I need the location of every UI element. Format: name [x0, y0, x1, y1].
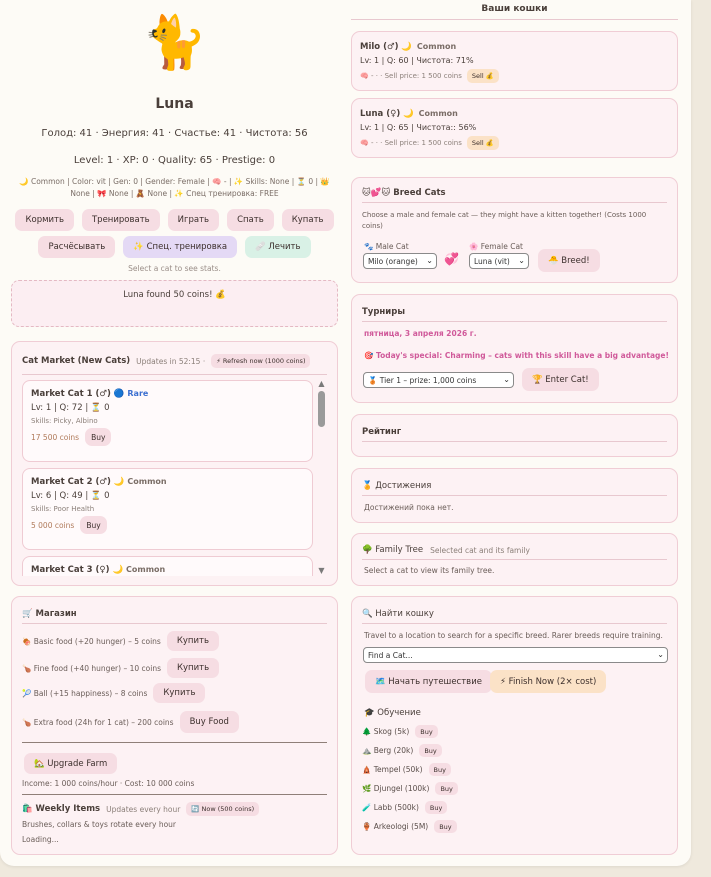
male-label: 🐾 Male Cat: [364, 242, 409, 251]
breed-header: [362, 188, 667, 203]
sleep-button[interactable]: Спать: [227, 209, 274, 231]
tournaments-header: [362, 307, 667, 322]
play-button[interactable]: Играть: [168, 209, 219, 231]
shop-item: [22, 711, 239, 733]
owned-cat-name: Milo (♂) 🌙: [360, 42, 413, 52]
start-journey-button[interactable]: 🗺️ Начать путешествие: [365, 670, 492, 693]
notification-box: [11, 280, 338, 327]
tournament-tier-value: 🥉 Tier 1 – prize: 1,000 coins: [368, 376, 477, 385]
feed-button[interactable]: Кормить: [15, 209, 74, 231]
cat-level-line: Level: 1 · XP: 0 · Quality: 65 · Prestige: 0: [73, 155, 276, 166]
market-card-skills: Skills: Picky, Albino: [31, 417, 98, 425]
training-item: [362, 801, 447, 814]
owned-cat-sell-row: [360, 136, 499, 150]
find-location-select[interactable]: [363, 647, 668, 663]
market-card: [22, 380, 313, 462]
market-updates: Updates in 52:15 ·: [136, 356, 206, 366]
market-header: [22, 354, 327, 375]
divider: [22, 794, 327, 795]
female-cat-value: Luna (vit): [474, 257, 510, 266]
cat-market-panel: [11, 341, 338, 586]
shop-buy-button[interactable]: Купить: [167, 658, 219, 678]
rarity-icon: 🌙: [112, 565, 124, 575]
your-cats-header: [351, 4, 678, 20]
shop-item-label: 🍗 Extra food (24h for 1 cat) – 200 coins: [22, 717, 174, 727]
training-label: 🌿 Djungel (100k): [362, 784, 430, 793]
notification-text: Luna found 50 coins! 💰: [123, 290, 226, 300]
weekly-title: 🛍️ Weekly Items: [22, 804, 101, 814]
market-card-price: 17 500 coins: [31, 432, 80, 442]
chevron-down-icon: ⌄: [657, 650, 664, 659]
breed-panel: [351, 177, 678, 283]
shop-item: [22, 683, 205, 703]
divider: [22, 742, 327, 743]
training-buy-button[interactable]: Buy: [425, 801, 447, 814]
tournament-date: пятница, 3 апреля 2026 г.: [364, 329, 477, 338]
heart-icon: 💞: [444, 252, 459, 266]
breed-title: 🐱💕🐱 Breed Cats: [362, 188, 446, 198]
cat-avatar-icon: 🐈: [142, 13, 207, 73]
rating-header: [362, 427, 667, 442]
chevron-down-icon: ⌄: [503, 375, 510, 384]
owned-cat-card[interactable]: [351, 31, 678, 91]
train-button[interactable]: Тренировать: [82, 209, 160, 231]
market-card: [22, 468, 313, 550]
sell-button[interactable]: Sell 💰: [467, 136, 499, 150]
find-cat-panel: [351, 596, 678, 855]
rarity-label: Common: [127, 477, 167, 486]
training-buy-button[interactable]: Buy: [435, 782, 457, 795]
upgrade-farm-button[interactable]: 🏡 Upgrade Farm: [24, 753, 117, 774]
breed-desc: Choose a male and female cat — they might have a kitten together! (Costs 1000 coins): [362, 211, 647, 230]
achievements-header: [362, 481, 667, 496]
sell-button[interactable]: Sell 💰: [467, 69, 499, 83]
cat-name: Luna: [155, 96, 194, 112]
cat-meta: 🌙 Common | Color: vit | Gen: 0 | Gender: Female | 🧠 - | ✨ Skills: None | ⏳ 0 | 👑 None | 🎀 None | 🧸 None | ✨ Спец тренировка: FREE: [19, 177, 330, 198]
your-cats-title: Ваши кошки: [481, 4, 548, 14]
training-title: 🎓 Обучение: [364, 708, 421, 718]
breed-button[interactable]: 🐣 Breed!: [538, 249, 600, 272]
male-cat-value: Milo (orange): [368, 257, 418, 266]
training-buy-button[interactable]: Buy: [419, 744, 441, 757]
market-card-title-row: [31, 477, 304, 487]
owned-cat-card[interactable]: [351, 98, 678, 158]
owned-cat-rarity: Common: [416, 42, 457, 51]
action-row-2: [11, 236, 338, 258]
owned-cat-sell-info: 🧠 - · · Sell price: 1 500 coins: [360, 72, 462, 80]
find-location-value: Find a Cat...: [368, 651, 413, 660]
chevron-down-icon: ⌄: [426, 256, 433, 265]
training-item: [362, 763, 451, 776]
training-label: 🧪 Labb (500k): [362, 803, 419, 812]
tournaments-title: Турниры: [362, 307, 406, 317]
find-header: [362, 609, 667, 624]
market-card-stats: Lv: 6 | Q: 49 | ⏳ 0: [31, 491, 110, 501]
bathe-button[interactable]: Купать: [282, 209, 334, 231]
buy-extra-food-button[interactable]: Buy Food: [180, 711, 239, 733]
cat-stats: Голод: 41 · Энергия: 41 · Счастье: 41 · Чистота: 56: [41, 128, 308, 139]
market-refresh-button[interactable]: ⚡ Refresh now (1000 coins): [211, 354, 310, 368]
family-sub: Selected cat and its family: [430, 545, 530, 555]
rarity-label: Common: [126, 565, 166, 574]
achievements-title: 🏅 Достижения: [362, 481, 432, 491]
owned-cat-rarity: Common: [418, 109, 458, 118]
weekly-header: [22, 802, 259, 816]
rarity-icon: 🔵: [113, 389, 125, 399]
owned-cat-title-row: [360, 42, 456, 52]
owned-cat-sell-row: [360, 69, 499, 83]
owned-cat-name: Luna (♀) 🌙: [360, 109, 414, 119]
find-title: 🔍 Найти кошку: [362, 609, 434, 619]
owned-cat-title-row: [360, 109, 458, 119]
family-title: 🌳 Family Tree: [362, 545, 424, 555]
market-card-skills: Skills: Poor Health: [31, 505, 95, 513]
weekly-updates: Updates every hour: [106, 804, 181, 814]
market-card-price: 5 000 coins: [31, 520, 75, 530]
training-item: [362, 782, 458, 795]
enter-cat-button[interactable]: 🏆 Enter Cat!: [522, 368, 599, 391]
shop-buy-button[interactable]: Купить: [153, 683, 205, 703]
shop-buy-button[interactable]: Купить: [167, 631, 219, 651]
market-buy-button[interactable]: Buy: [85, 428, 111, 446]
rating-title: Рейтинг: [362, 427, 402, 437]
chevron-down-icon: ⌄: [518, 256, 525, 265]
training-label: 🏺 Arkeologi (5M): [362, 822, 429, 831]
farm-income: Income: 1 000 coins/hour · Cost: 10 000 coins: [22, 779, 195, 788]
special-training-button[interactable]: ✨ Спец. тренировка: [123, 236, 237, 258]
heal-button[interactable]: 🩹 Лечить: [245, 236, 310, 258]
groom-button[interactable]: Расчёсывать: [38, 236, 115, 258]
select-hint: Select a cat to see stats.: [128, 264, 221, 273]
rating-panel: [351, 414, 678, 457]
market-card-title: Market Cat 2 (♂): [31, 477, 111, 487]
owned-cat-sell-info: 🧠 - · · Sell price: 1 500 coins: [360, 139, 462, 147]
market-title: Cat Market (New Cats): [22, 356, 131, 366]
training-label: 🛕 Tempel (50k): [362, 765, 423, 774]
training-buy-button[interactable]: Buy: [434, 820, 456, 833]
market-card-title: Market Cat 3 (♀): [31, 565, 110, 575]
family-desc: Select a cat to view its family tree.: [364, 566, 495, 575]
rarity-icon: 🌙: [113, 477, 125, 487]
left-column: [11, 0, 338, 327]
finish-now-button[interactable]: ⚡ Finish Now (2× cost): [490, 670, 606, 693]
training-buy-button[interactable]: Buy: [415, 725, 437, 738]
training-item: [362, 820, 457, 833]
male-cat-select[interactable]: [363, 253, 437, 269]
market-card-title: Market Cat 1 (♂): [31, 389, 111, 399]
shop-title: 🛒 Магазин: [22, 609, 77, 619]
owned-cat-stats: Lv: 1 | Q: 60 | Чистота: 71%: [360, 56, 474, 65]
market-card-buy-row: [31, 516, 304, 534]
market-buy-button[interactable]: Buy: [80, 516, 106, 534]
family-tree-panel: [351, 533, 678, 586]
market-card-stats: Lv: 1 | Q: 72 | ⏳ 0: [31, 403, 110, 413]
market-card-buy-row: [31, 428, 304, 446]
weekly-desc: Brushes, collars & toys rotate every hour: [22, 820, 177, 829]
market-scrollbar[interactable]: [317, 379, 326, 575]
training-item: [362, 744, 442, 757]
shop-header: [22, 609, 327, 624]
scroll-up-icon[interactable]: ▲: [318, 379, 325, 388]
selected-cat-hero: [11, 0, 338, 200]
scroll-thumb[interactable]: [318, 391, 325, 427]
tournament-tier-select[interactable]: [363, 372, 514, 388]
owned-cat-stats: Lv: 1 | Q: 65 | Чистота:: 56%: [360, 123, 477, 132]
training-buy-button[interactable]: Buy: [429, 763, 451, 776]
shop-item: [22, 658, 219, 678]
achievements-panel: [351, 468, 678, 523]
shop-item: [22, 631, 219, 651]
market-card-title-row: [31, 565, 304, 575]
scroll-down-icon[interactable]: ▼: [318, 566, 325, 575]
shop-item-label: 🍖 Basic food (+20 hunger) – 5 coins: [22, 636, 161, 646]
training-label: 🌲 Skog (5k): [362, 727, 410, 736]
action-row-1: [11, 209, 338, 231]
shop-panel: [11, 596, 338, 855]
tournaments-panel: [351, 294, 678, 403]
shop-item-label: 🍗 Fine food (+40 hunger) – 10 coins: [22, 663, 161, 673]
rarity-label: Rare: [127, 389, 149, 398]
market-card: [22, 556, 313, 576]
market-card-title-row: [31, 389, 304, 399]
weekly-refresh-button[interactable]: 🔄 Now (500 coins): [186, 802, 259, 816]
weekly-loading: Loading...: [22, 835, 59, 844]
training-label: ⛰️ Berg (20k): [362, 746, 414, 755]
achievements-empty: Достижений пока нет.: [364, 503, 454, 512]
family-header: [362, 545, 667, 560]
female-cat-select[interactable]: [469, 253, 529, 269]
female-label: 🌸 Female Cat: [469, 242, 523, 251]
find-desc: Travel to a location to search for a specific breed. Rarer breeds require training.: [364, 631, 663, 640]
training-item: [362, 725, 438, 738]
tournament-special: 🎯 Today's special: Charming – cats with this skill have a big advantage!: [364, 351, 669, 360]
shop-item-label: 🎾 Ball (+15 happiness) – 8 coins: [22, 688, 148, 698]
